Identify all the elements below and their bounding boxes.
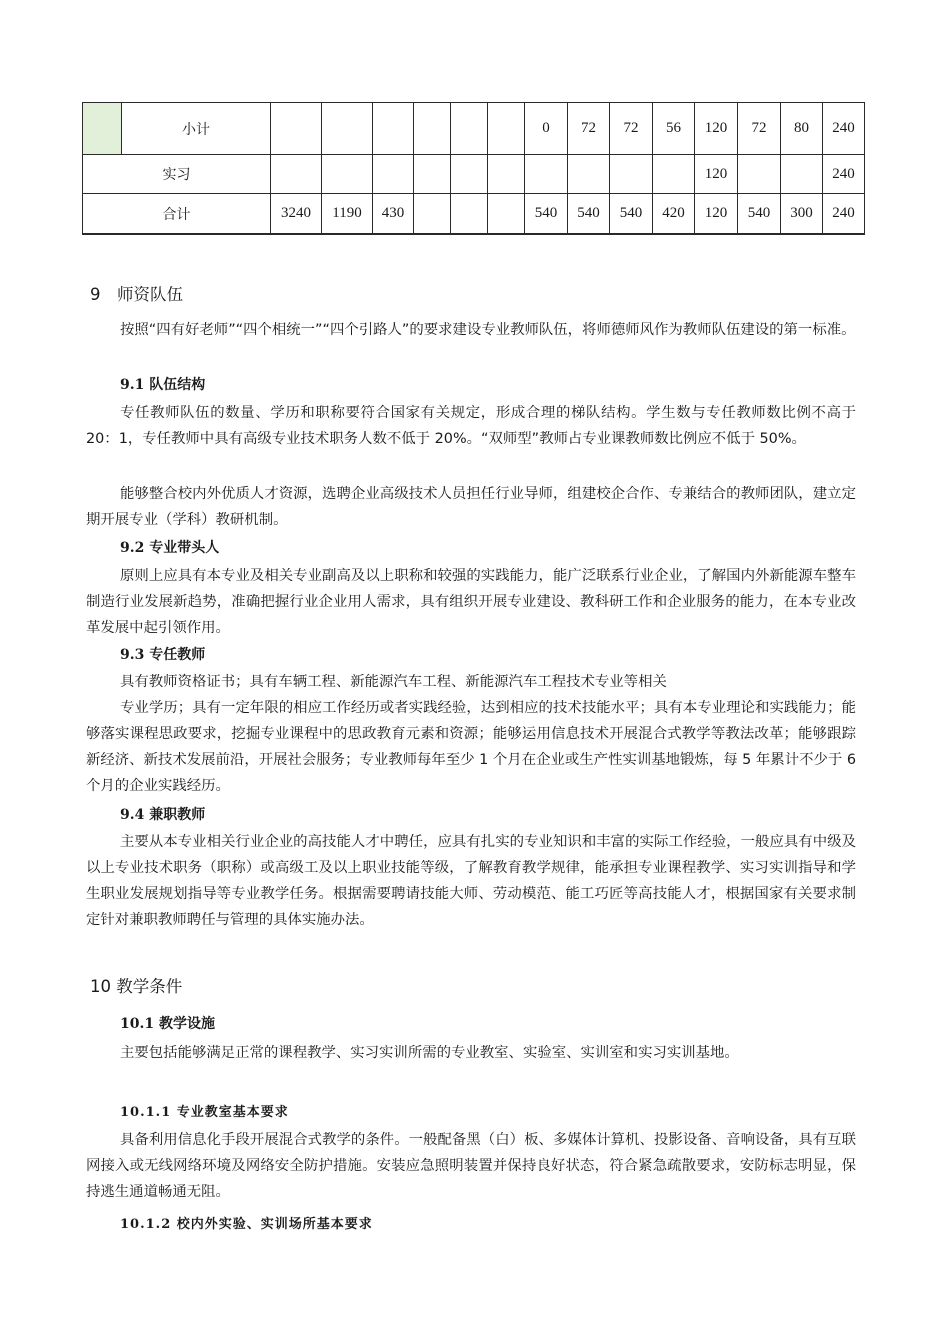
section-heading: 10 教学条件: [90, 977, 183, 996]
paragraph: 能够整合校内外优质人才资源，选聘企业高级技术人员担任行业导师，组建校企合作、专兼结合的教师团队，建立定期开展专业（学科）教研机制。: [86, 486, 856, 528]
table-cell: 0: [525, 103, 568, 155]
table-cell: [271, 103, 322, 155]
subsection-heading: 9.3 专任教师: [120, 647, 206, 663]
subsection-heading: 9.2 专业带头人: [120, 540, 220, 556]
table-cell: 300: [781, 194, 823, 235]
hours-summary-table: [82, 102, 865, 235]
table-row: [83, 103, 865, 155]
paragraph: 具备利用信息化手段开展混合式教学的条件。一般配备黑（白）板、多媒体计算机、投影设备、音响设备，具有互联网接入或无线网络环境及网络安全防护措施。安装应急照明装置并保持良好状态，符合紧急疏散要求，安防标志明显，保持逃生通道畅通无阻。: [86, 1132, 856, 1200]
table-cell: [781, 155, 823, 194]
table-cell: 72: [610, 103, 653, 155]
paragraph: 专业学历；具有一定年限的相应工作经历或者实践经验，达到相应的技术技能水平；具有本专业理论和实践能力；能够落实课程思政要求，挖掘专业课程中的思政教育元素和资源；能够运用信息技术开展混合式教学等教法改革；能够跟踪新经济、新技术发展前沿，开展社会服务；专业教师每年至少 1 个月在企业或生产性实训基地锻炼，每 5 年累计不少于 6 个月的企业实践经历。: [86, 700, 856, 794]
subsection-heading: 10.1 教学设施: [120, 1016, 215, 1032]
table-cell: [488, 194, 525, 235]
table-cell: 430: [373, 194, 414, 235]
table-cell: 56: [653, 103, 695, 155]
table-cell: 120: [695, 194, 738, 235]
table-cell: 120: [695, 103, 738, 155]
table-cell: [271, 155, 322, 194]
table-cell: 240: [823, 155, 865, 194]
table-group-cell: [83, 103, 122, 155]
paragraph: 原则上应具有本专业及相关专业副高及以上职称和较强的实践能力，能广泛联系行业企业，了解国内外新能源车整车制造行业发展新趋势，准确把握行业企业用人需求，具有组织开展专业建设、教科研工作和企业服务的能力，在本专业改革发展中起引领作用。: [86, 568, 856, 636]
table-cell: 540: [738, 194, 781, 235]
table-cell: 72: [738, 103, 781, 155]
table-cell: 72: [568, 103, 610, 155]
table-row: [83, 155, 865, 194]
section-intro-paragraph: 按照“四有好老师”“四个相统一”“四个引路人”的要求建设专业教师队伍，将师德师风作为教师队伍建设的第一标准。: [120, 322, 856, 338]
table-cell: [568, 155, 610, 194]
table-cell: [653, 155, 695, 194]
row-label: 合计: [83, 194, 271, 235]
paragraph: 主要包括能够满足正常的课程教学、实习实训所需的专业教室、实验室、实训室和实习实训基地。: [120, 1045, 739, 1061]
table-cell: [610, 155, 653, 194]
table-row: [83, 194, 865, 235]
table-cell: 540: [525, 194, 568, 235]
table-cell: 120: [695, 155, 738, 194]
table-cell: [451, 155, 488, 194]
table-cell: 540: [610, 194, 653, 235]
table-cell: [322, 155, 373, 194]
section-heading: 9 师资队伍: [90, 285, 183, 304]
subsubsection-heading: 10.1.1 专业教室基本要求: [120, 1105, 289, 1120]
paragraph: 专任教师队伍的数量、学历和职称要符合国家有关规定，形成合理的梯队结构。学生数与专任教师数比例不高于 20：1，专任教师中具有高级专业技术职务人数不低于 20%。“双师型”教师占专业课教师数比例应不低于 50%。: [86, 405, 856, 447]
table-cell: [738, 155, 781, 194]
table-cell: [488, 103, 525, 155]
table-cell: 3240: [271, 194, 322, 235]
table-cell: [488, 155, 525, 194]
table-cell: 240: [823, 103, 865, 155]
table-cell: [414, 155, 451, 194]
subsubsection-heading: 10.1.2 校内外实验、实训场所基本要求: [120, 1217, 373, 1232]
table-cell: 80: [781, 103, 823, 155]
paragraph: 主要从本专业相关行业企业的高技能人才中聘任，应具有扎实的专业知识和丰富的实际工作经验，一般应具有中级及以上专业技术职务（职称）或高级工及以上职业技能等级，了解教育教学规律，能承担专业课程教学、实习实训指导和学生职业发展规划指导等专业教学任务。根据需要聘请技能大师、劳动模范、能工巧匠等高技能人才，根据国家有关要求制定针对兼职教师聘任与管理的具体实施办法。: [86, 834, 856, 928]
table-cell: [373, 103, 414, 155]
subsection-heading: 9.1 队伍结构: [120, 377, 206, 393]
table-cell: [451, 103, 488, 155]
paragraph: 具有教师资格证书；具有车辆工程、新能源汽车工程、新能源汽车工程技术专业等相关: [120, 674, 667, 690]
table-cell: [451, 194, 488, 235]
row-label: 小计: [122, 103, 271, 155]
table-cell: [525, 155, 568, 194]
table-cell: 540: [568, 194, 610, 235]
row-label: 实习: [83, 155, 271, 194]
subsection-heading: 9.4 兼职教师: [120, 807, 206, 823]
table-cell: [414, 103, 451, 155]
table-cell: [414, 194, 451, 235]
table-cell: 420: [653, 194, 695, 235]
table-cell: [322, 103, 373, 155]
table-cell: 1190: [322, 194, 373, 235]
table-cell: 240: [823, 194, 865, 235]
table-cell: [373, 155, 414, 194]
